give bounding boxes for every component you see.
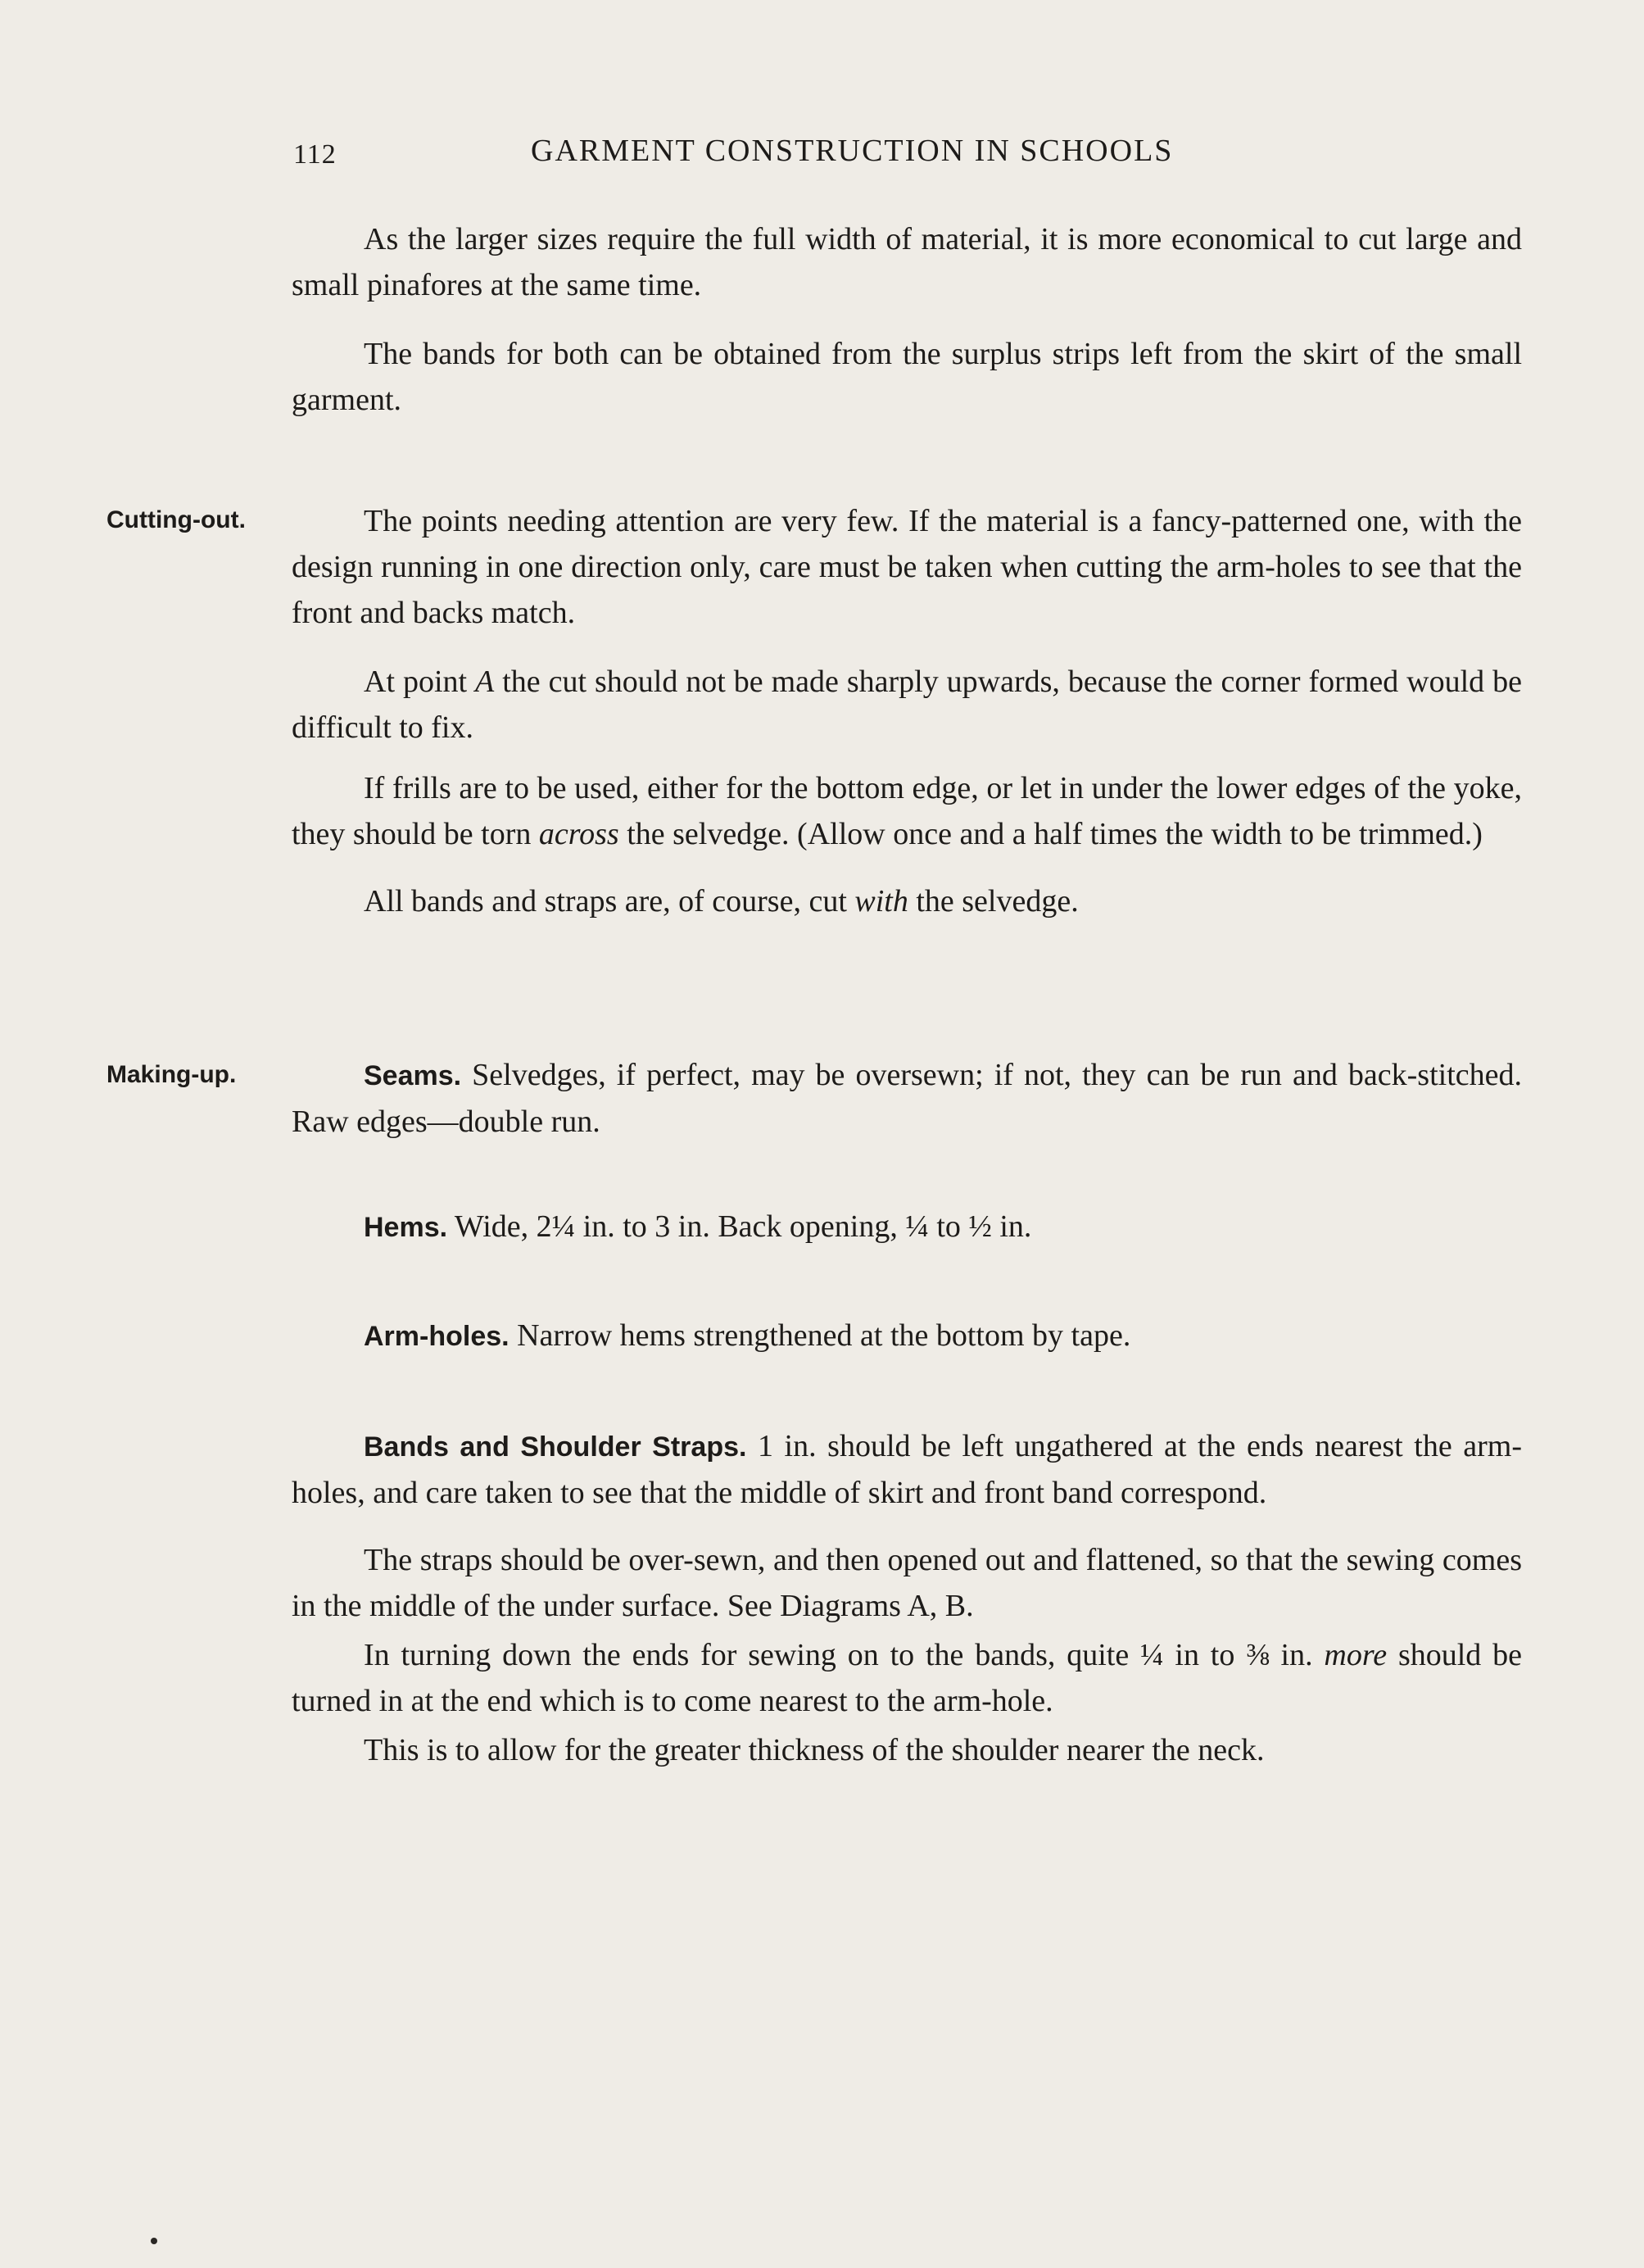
cutting-out-section (292, 498, 1522, 924)
intro-paragraph-1: As the larger sizes require the full width of material, it is more economical to cut large and small pinafores at the same time. (292, 222, 1522, 302)
bands-paragraph (292, 1423, 1522, 1516)
seams-paragraph (292, 1052, 1522, 1145)
text-span: should be turned in at the end which is to come nearest to the arm-hole. (292, 1638, 1522, 1718)
text-span: the cut should not be made sharply upwards, because the corner formed would be difficult to fix. (292, 665, 1522, 745)
ink-speck (151, 2238, 157, 2244)
cutting-out-paragraph-1: The points needing attention are very few. If the material is a fancy-patterned one, with the design running in one direction only, care must be taken when cutting the arm-holes to see that the front and backs match. (292, 504, 1522, 630)
text-span: All bands and straps are, of course, cut (364, 884, 855, 919)
turning-paragraph (292, 1632, 1522, 1724)
hems-paragraph (292, 1204, 1522, 1250)
italic-with: with (854, 884, 908, 919)
cutting-out-paragraph-4 (292, 878, 1522, 924)
text-span: the selvedge. (908, 884, 1079, 919)
italic-point-label: A (475, 665, 495, 699)
hems-heading: Hems. (364, 1212, 448, 1243)
intro-paragraph-2: The bands for both can be obtained from the surplus strips left from the skirt of the small garment. (292, 337, 1522, 417)
armholes-heading: Arm-holes. (364, 1321, 510, 1352)
italic-more: more (1324, 1638, 1388, 1672)
seams-heading: Seams. (364, 1060, 462, 1091)
text-span: the selvedge. (Allow once and a half times the width to be trimmed.) (618, 817, 1483, 851)
side-label-making-up: Making-up. (106, 1061, 237, 1088)
page-number: 112 (293, 139, 337, 170)
cutting-out-paragraph-2 (292, 659, 1522, 751)
text-span: Wide, 2¼ in. to 3 in. Back opening, ¼ to ½ in. (447, 1209, 1032, 1244)
bands-heading: Bands and Shoulder Straps. (364, 1431, 747, 1463)
running-head: GARMENT CONSTRUCTION IN SCHOOLS (531, 134, 1174, 168)
text-span: 1 in. should be left ungathered at the ends nearest the arm-holes, and care taken to see that the middle of skirt and front band correspond. (292, 1429, 1522, 1510)
side-label-cutting-out: Cutting-out. (106, 506, 246, 533)
straps-paragraph: The straps should be over-sewn, and then opened out and flattened, so that the sewing comes in the middle of the under surface. See Diagrams A, B. (292, 1543, 1522, 1623)
text-span: In turning down the ends for sewing on to the bands, quite ¼ in to ⅜ in. (364, 1638, 1325, 1672)
allow-paragraph: This is to allow for the greater thickness of the shoulder nearer the neck. (364, 1733, 1265, 1767)
armholes-paragraph (292, 1313, 1522, 1359)
text-span: Narrow hems strengthened at the bottom by tape. (509, 1318, 1131, 1353)
making-up-section (292, 1052, 1522, 1773)
intro-section (292, 216, 1522, 423)
cutting-out-paragraph-3 (292, 765, 1522, 857)
page-header (293, 133, 1284, 182)
text-span: If frills are to be used, either for the bottom edge, or let in under the lower edges of the yoke, they should be torn (292, 771, 1522, 851)
italic-across: across (538, 817, 619, 851)
text-span: Selvedges, if perfect, may be oversewn; if not, they can be run and back-stitched. Raw edges—double run. (292, 1058, 1522, 1139)
text-span: At point (364, 665, 476, 699)
